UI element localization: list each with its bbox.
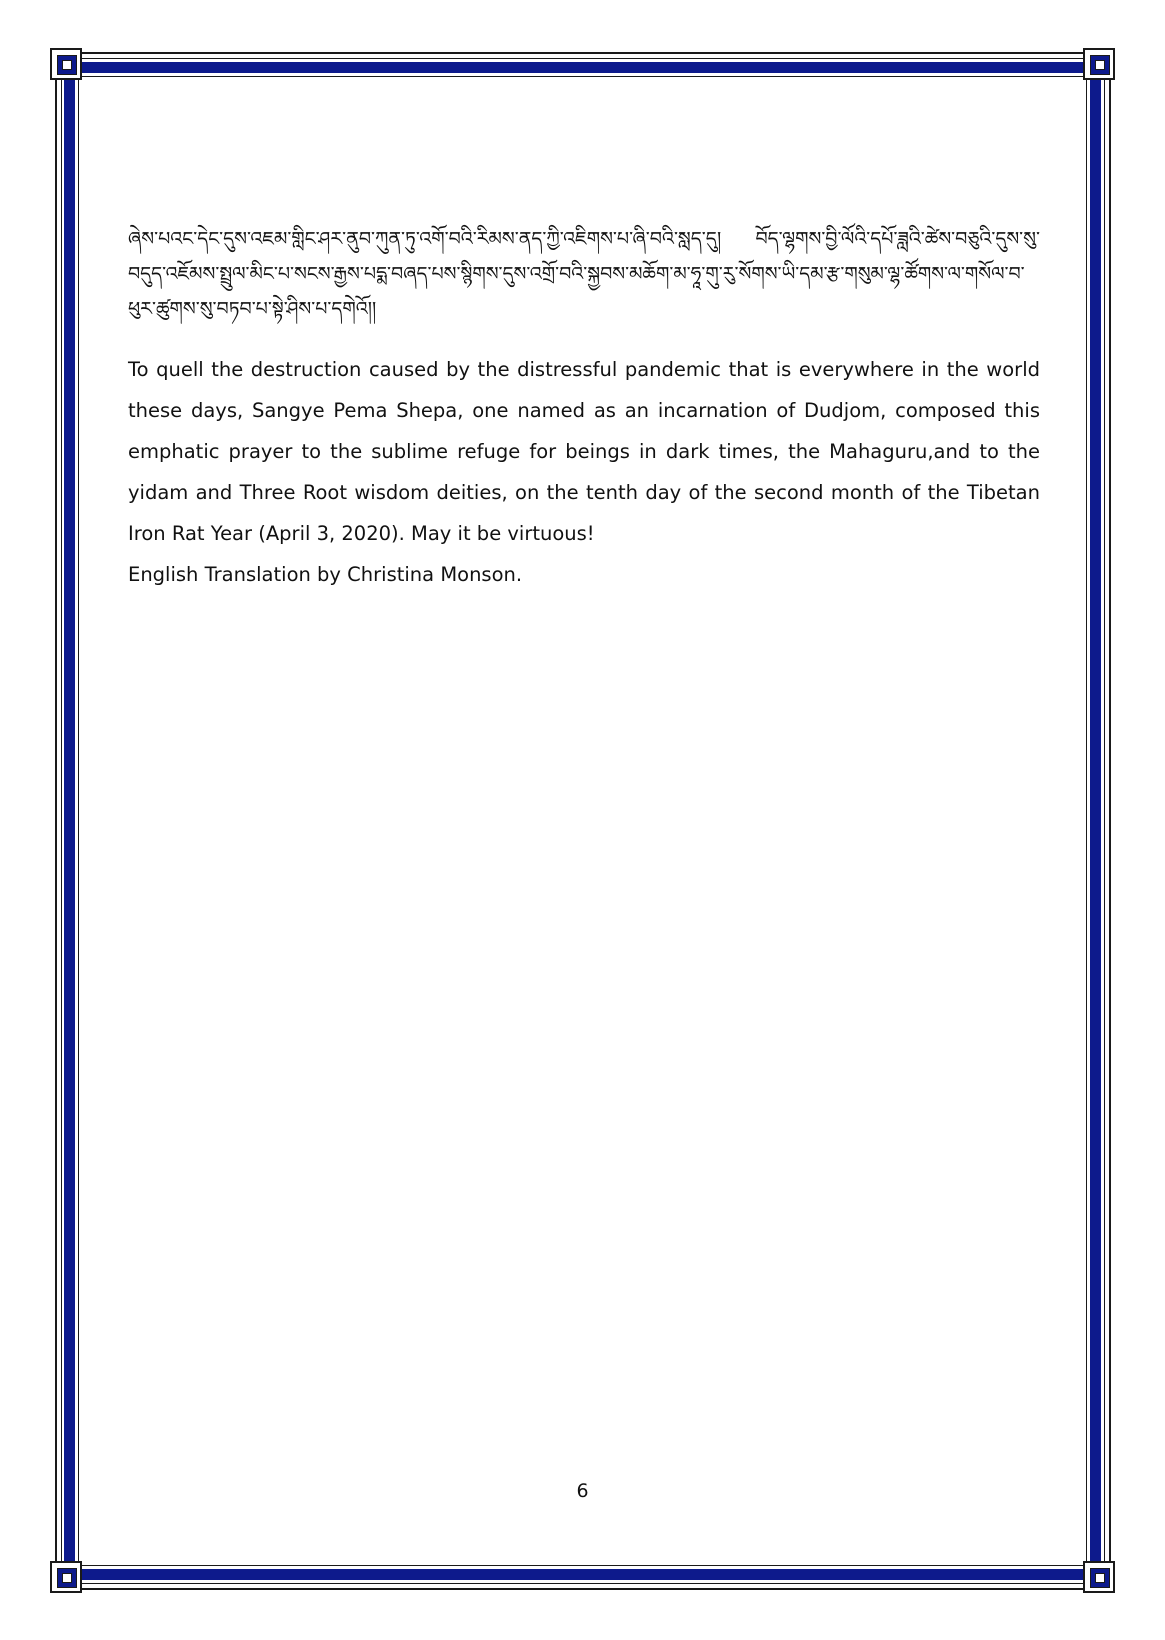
corner-ornament-top-left <box>50 48 82 80</box>
colophon-section <box>128 222 1040 595</box>
english-colophon: To quell the destruction caused by the distressful pandemic that is everywhere in the world these days, Sangye Pema Shepa, one named as an incarnation of Dudjom, composed this emphatic prayer to the sublime refuge for beings in dark times, the Mahaguru,and to the yidam and Three Root wisdom deities, on the tenth day of the second month of the Tibetan Iron Rat Year (April 3, 2020). May it be virtuous! <box>128 358 1040 545</box>
tibetan-colophon: ཞེས་པའང་དེང་དུས་འཇམ་གླིང་ཤར་ནུབ་ཀུན་ཏུ་འགོ་བའི་རིམས་ནད་ཀྱི་འཇིགས་པ་ཞི་བའི་སླད་དུ། བོད་ལྷགས་བྱི་ལོའི་དཔོ་ཟླའི་ཚེས་བཅུའི་དུས་སུ་བདུད་འཇོམས་སྤྲུལ་མིང་པ་སངས་རྒྱས་པདྨ་བཞད་པས་སྙིགས་དུས་འགྲོ་བའི་སྐྱབས་མཆོག་མ་ཧཱ་གུ་རུ་སོགས་ཡི་དམ་རྩ་གསུམ་ལྷ་ཚོགས་ལ་གསོལ་བ་ཕུར་ཚུགས་སུ་བཏབ་པ་སྟེ་ཤིས་པ་དགེའོ།། <box>128 228 1040 320</box>
page-number: 6 <box>576 1480 589 1502</box>
corner-ornament-bottom-right <box>1083 1561 1115 1593</box>
corner-ornament-bottom-left <box>50 1561 82 1593</box>
translation-credit: English Translation by Christina Monson. <box>128 563 523 586</box>
corner-ornament-top-right <box>1083 48 1115 80</box>
